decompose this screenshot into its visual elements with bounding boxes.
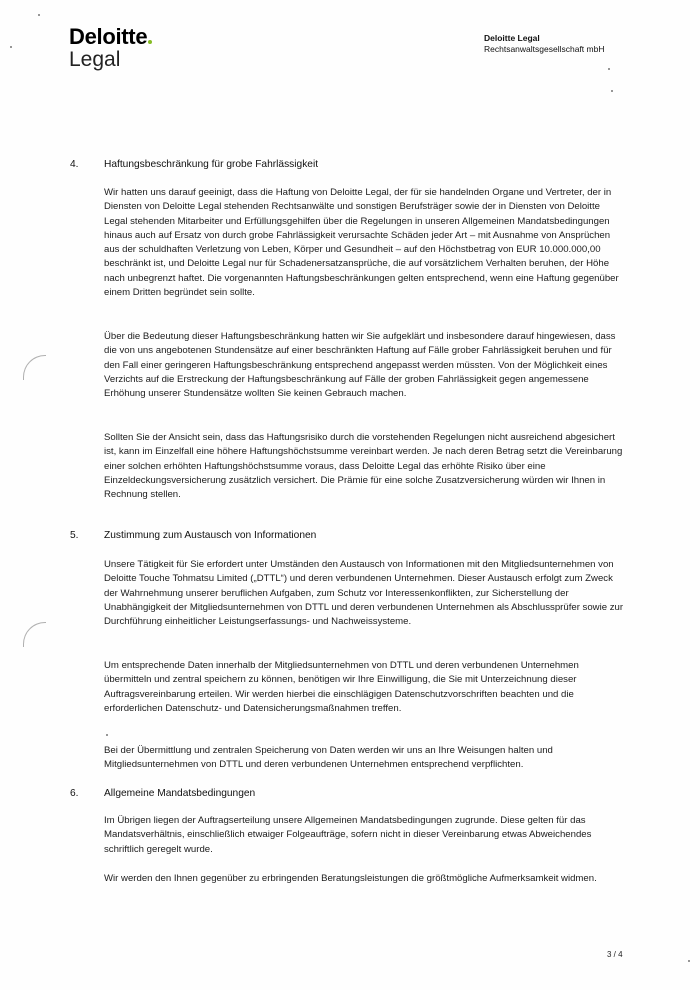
scan-speck	[611, 90, 613, 92]
logo-wordmark: Deloitte	[69, 24, 148, 49]
firm-name: Deloitte Legal	[484, 33, 540, 43]
deloitte-legal-logo	[69, 26, 152, 70]
section-6-paragraph-2: Wir werden den Ihnen gegenüber zu erbringenden Beratungsleistungen die größtmögliche Aufmerksamkeit widmen.	[104, 873, 597, 884]
logo-subtitle: Legal	[69, 48, 121, 71]
scan-speck	[106, 734, 108, 736]
section-number: 5.	[70, 530, 79, 541]
section-4-heading	[70, 159, 318, 170]
section-6-heading	[70, 788, 255, 799]
logo-green-dot-icon	[148, 40, 152, 44]
section-number: 6.	[70, 788, 79, 799]
firm-type: Rechtsanwaltsgesellschaft mbH	[484, 44, 605, 54]
section-5-heading	[70, 530, 316, 541]
section-6-paragraph-1: Im Übrigen liegen der Auftragserteilung unsere Allgemeinen Mandatsbedingungen zugrunde. Diese gelten für das Mandatsverhältnis, einschließlich etwaiger Folgeaufträge, sofern nicht in dieser Vereinbarung etwas Abweichendes schriftlich geregelt wurde.	[104, 815, 592, 855]
section-number: 4.	[70, 159, 79, 170]
section-5-paragraph-3: Bei der Übermittlung und zentralen Speicherung von Daten werden wir uns an Ihre Weisungen halten und Mitgliedsunternehmen von DTTL und deren verbundenen Unternehmen entsprechend verpflichten.	[104, 745, 553, 771]
scan-speck	[10, 46, 12, 48]
section-5-paragraph-1: Unsere Tätigkeit für Sie erfordert unter Umständen den Austausch von Informationen mit den Mitgliedsunternehmen von Deloitte Touche Tohmatsu Limited („DTTL“) und deren verbundenen Unternehmen. Dieser Austausch erfolgt zum Zweck der Wahrnehmung unserer beruflichen Aufgaben, zum Schutz vor Interessenkonflikten, zur Sicherstellung der Unabhängigkeit der Mitgliedsunternehmen von DTTL und deren verbundenen Unternehmen als Abschlussprüfer sowie zur Durchführung einheitlicher Leistungserfassungs- und Nachweissysteme.	[104, 559, 624, 628]
section-4-paragraph-2: Über die Bedeutung dieser Haftungsbeschränkung hatten wir Sie aufgeklärt und insbesondere darauf hingewiesen, dass die von uns angebotenen Stundensätze auf einer beschränkten Haftung auf Fälle grober Fahrlässigkeit beruhen und für den Fall einer geringeren Haftungsbeschränkung entsprechend angepasst werden müssten. Von der Möglichkeit eines Verzichts auf die Erstreckung der Haftungsbeschränkung auf Fälle der groben Fahrlässigkeit gegen angemessene Erhöhung unserer Stundensätze wollten Sie keinen Gebrauch machen.	[104, 331, 616, 400]
punch-hole-mark	[23, 622, 46, 647]
scan-speck	[38, 14, 40, 16]
page-number: 3 / 4	[607, 950, 623, 959]
section-title: Allgemeine Mandatsbedingungen	[104, 788, 256, 799]
section-4-paragraph-1: Wir hatten uns darauf geeinigt, dass die Haftung von Deloitte Legal, der für sie handelnden Organe und Vertreter, der in Diensten von Deloitte Legal stehenden Rechtsanwälte und sonstigen Berufsträger sowie der in Diensten von Deloitte Legal stehenden Mitarbeiter und Erfüllungsgehilfen über die Regelungen in unseren Allgemeinen Mandatsbedingungen hinaus auch auf Ersatz von durch grobe Fahrlässigkeit verursachte Schäden jeder Art – mit Ausnahme von Ansprüchen aus der schuldhaften Verletzung von Leben, Körper und Gesundheit – auf den Höchstbetrag von EUR 10.000.000,00 beschränkt ist, und Deloitte Legal nur für Schadenersatzansprüche, die auf vorsätzlichem Verhalten beruhen, der Höhe nach unbegrenzt haftet. Die vorgenannten Haftungsbeschränkungen gelten entsprechend, wenn eine Haftung gegenüber einem Dritten begründet sein sollte.	[104, 187, 619, 299]
scan-speck	[688, 960, 690, 962]
punch-hole-mark	[23, 355, 46, 380]
firm-header	[484, 33, 604, 55]
section-5-paragraph-2: Um entsprechende Daten innerhalb der Mitgliedsunternehmen von DTTL und deren verbundenen Unternehmen übermitteln und zentral speichern zu können, benötigen wir Ihre Einwilligung, die Sie mit Unterzeichnung dieser Auftragsvereinbarung erteilen. Wir werden hierbei die einschlägigen Datenschutzvorschriften beachten und die erforderlichen Datenschutz- und Datensicherungsmaßnahmen treffen.	[104, 660, 579, 714]
section-4-paragraph-3: Sollten Sie der Ansicht sein, dass das Haftungsrisiko durch die vorstehenden Regelungen nicht ausreichend abgesichert ist, kann im Einzelfall eine höhere Haftungshöchstsumme vereinbart werden. Je nach deren Betrag setzt die Vereinbarung einer solchen erhöhten Haftungshöchstsumme voraus, dass Deloitte Legal das erhöhte Risiko über eine Einzeldeckungsversicherung zusätzlich versichert. Die Prämie für eine solche Zusatzversicherung würden wir Ihnen in Rechnung stellen.	[104, 432, 623, 501]
section-title: Zustimmung zum Austausch von Informationen	[104, 530, 317, 541]
section-title: Haftungsbeschränkung für grobe Fahrlässigkeit	[104, 159, 319, 170]
scan-speck	[608, 68, 610, 70]
